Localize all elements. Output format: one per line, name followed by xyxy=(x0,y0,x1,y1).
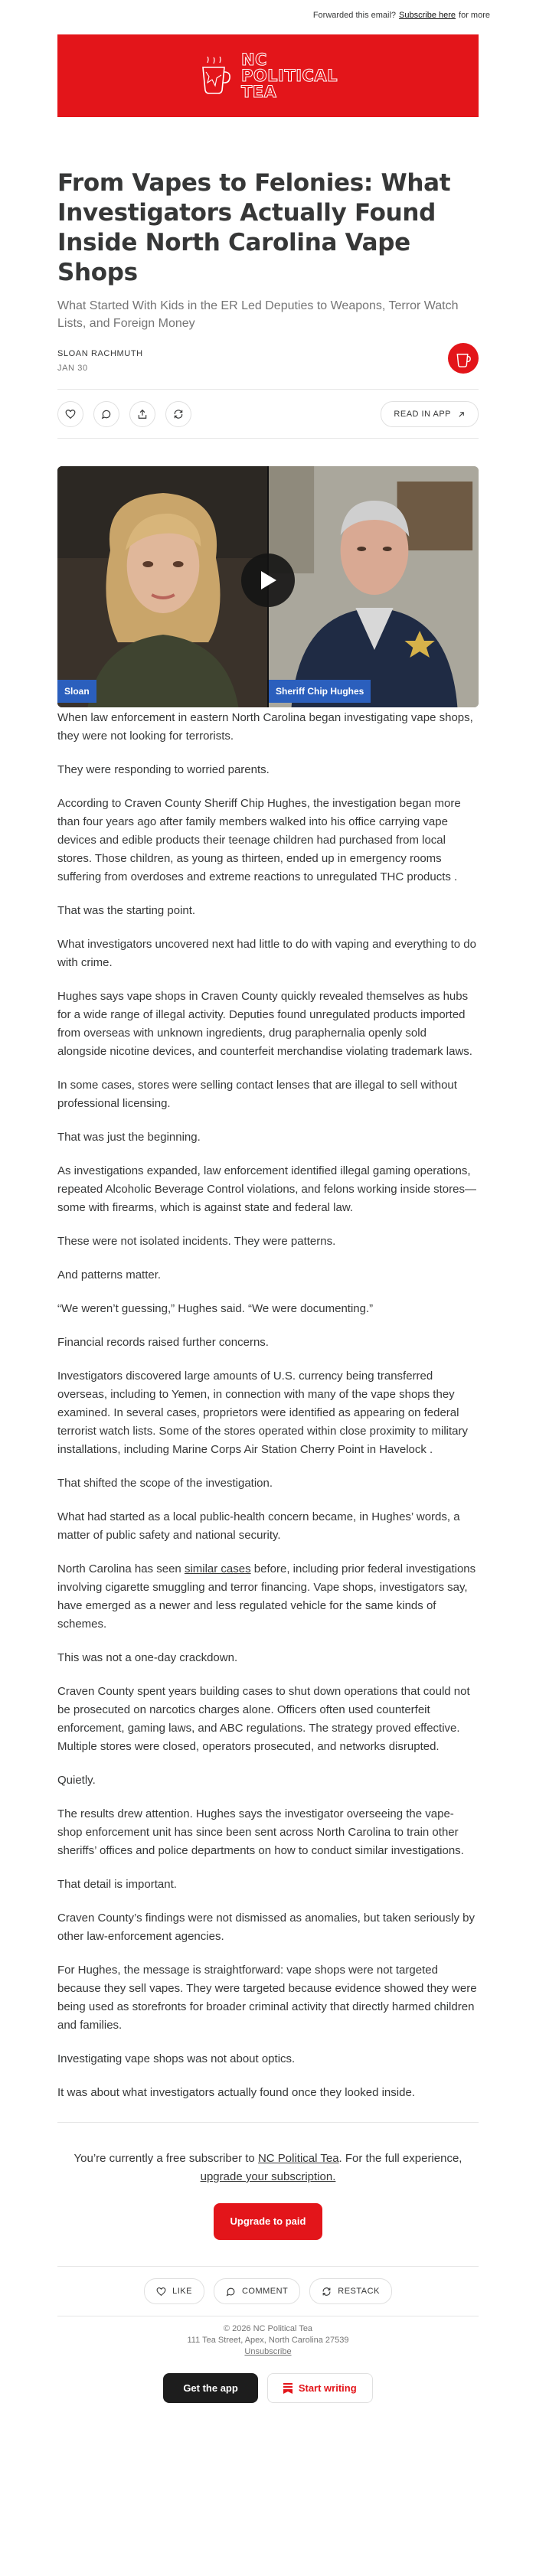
similar-cases-link[interactable]: similar cases xyxy=(184,1562,251,1575)
footer-comment-button[interactable] xyxy=(214,2278,300,2304)
author-avatar[interactable] xyxy=(448,343,479,374)
paragraph: Craven County’s findings were not dismissed as anomalies, but taken seriously by other law-enforcement agencies. xyxy=(57,1912,475,1943)
footer-like-button[interactable] xyxy=(144,2278,204,2304)
paragraph: “We weren’t guessing,” Hughes said. “We were documenting.” xyxy=(57,1302,374,1315)
paragraph: What investigators uncovered next had little to do with vaping and everything to do with crime. xyxy=(57,938,476,969)
speaker-label-right: Sheriff Chip Hughes xyxy=(269,680,371,703)
paragraph: Financial records raised further concerns. xyxy=(57,1336,269,1349)
paragraph: In some cases, stores were selling contact lenses that are illegal to sell without professional licensing. xyxy=(57,1079,457,1110)
post-body xyxy=(57,709,479,2102)
read-in-app-button[interactable] xyxy=(381,401,479,427)
video-pane-left xyxy=(57,466,269,707)
paragraph: When law enforcement in eastern North Carolina began investigating vape shops, they were not looking for terrorists. xyxy=(57,711,473,743)
subscription-text: You’re currently a free subscriber to NC Political Tea. For the full experience, upgrade your subscription. xyxy=(74,2152,462,2183)
share-button[interactable] xyxy=(129,401,155,427)
paragraph: Quietly. xyxy=(57,1774,96,1787)
paragraph: They were responding to worried parents. xyxy=(57,763,270,776)
subscribe-link[interactable]: Subscribe here xyxy=(399,11,456,20)
unsubscribe-link[interactable]: Unsubscribe xyxy=(244,2347,292,2356)
read-in-app-label: READ IN APP xyxy=(394,410,451,419)
restack-icon xyxy=(173,409,184,420)
paragraph: The results drew attention. Hughes says the investigator overseeing the vape-shop enforcement unit has since been sent across North Carolina to train other sheriffs’ offices and police departments on how to conduct similar investigations. xyxy=(57,1807,464,1857)
comment-icon xyxy=(101,409,112,420)
paragraph: This was not a one-day crackdown. xyxy=(57,1651,238,1664)
heart-icon xyxy=(156,2287,166,2297)
upgrade-subscription-link[interactable]: upgrade your subscription. xyxy=(200,2170,336,2183)
comment-button[interactable] xyxy=(93,401,119,427)
speaker-label-left: Sloan xyxy=(57,680,96,703)
app-buttons xyxy=(57,2373,479,2403)
substack-logo-icon xyxy=(283,2383,293,2394)
publication-link[interactable]: NC Political Tea xyxy=(257,2152,339,2165)
restack-icon xyxy=(322,2287,332,2297)
teacup-icon xyxy=(198,57,232,95)
arrow-up-right-icon xyxy=(457,410,466,419)
speaker-portrait-image xyxy=(57,466,267,707)
for-more-text: for more xyxy=(459,11,490,20)
comment-label: COMMENT xyxy=(241,2287,289,2296)
restack-label: RESTACK xyxy=(338,2287,380,2296)
footer-restack-button[interactable] xyxy=(309,2278,392,2304)
sheriff-portrait-image xyxy=(269,466,479,707)
author-name[interactable]: SLOAN RACHMUTH xyxy=(57,349,143,358)
forward-bar xyxy=(0,0,536,31)
restack-button[interactable] xyxy=(165,401,191,427)
paragraph: These were not isolated incidents. They were patterns. xyxy=(57,1235,336,1248)
engagement-bar xyxy=(57,2266,479,2316)
paragraph: And patterns matter. xyxy=(57,1268,162,1281)
comment-icon xyxy=(226,2287,236,2297)
get-the-app-button[interactable]: Get the app xyxy=(163,2373,258,2403)
paragraph: Investigators discovered large amounts of U.S. currency being transferred overseas, including to Yemen, in connection with many of the vape shops they examined. In several cases, proprietors were identified as appearing on federal terrorist watch lists. Some of the stores operated within close proximity to military installations, including Marine Corps Air Station Cherry Point in Havelock . xyxy=(57,1370,469,1456)
paragraph: Craven County spent years building cases to shut down operations that could not be prosecuted on narcotics charges alone. Officers often used counterfeit enforcement, gaming laws, and ABC regulations. The strategy proved effective. Multiple stores were closed, operators prosecuted, and networks disrupted. xyxy=(57,1685,470,1753)
logo-wordmark: NC POLITICAL TEA xyxy=(240,50,338,101)
post-date: JAN 30 xyxy=(57,364,88,373)
start-writing-label: Start writing xyxy=(298,2382,357,2394)
post-content xyxy=(57,168,479,2403)
teacup-icon xyxy=(455,349,472,367)
paragraph: That shifted the scope of the investigation. xyxy=(57,1477,273,1490)
subscription-notice xyxy=(57,2122,479,2240)
publication-banner[interactable] xyxy=(57,34,479,117)
upgrade-to-paid-button[interactable]: Upgrade to paid xyxy=(214,2203,323,2240)
forwarded-text: Forwarded this email? xyxy=(312,11,397,20)
heart-icon xyxy=(65,409,76,420)
byline xyxy=(57,349,479,380)
publication-logo xyxy=(198,52,338,100)
paragraph: That was the starting point. xyxy=(57,904,196,917)
paragraph: For Hughes, the message is straightforward: vape shops were not targeted because they sell vapes. They were targeted because evidence showed they were being used as storefronts for broader criminal activity that directly harmed children and families. xyxy=(57,1964,477,2032)
post-action-bar xyxy=(57,389,479,439)
address-text: 111 Tea Street, Apex, North Carolina 27539 xyxy=(187,2336,349,2345)
play-icon xyxy=(258,570,278,591)
copyright-text: © 2026 NC Political Tea xyxy=(223,2324,313,2333)
start-writing-button[interactable] xyxy=(267,2373,373,2403)
video-pane-right xyxy=(269,466,479,707)
share-icon xyxy=(137,409,148,420)
paragraph: What had started as a local public-health concern became, in Hughes’ words, a matter of public safety and national security. xyxy=(57,1510,460,1542)
paragraph-with-link: North Carolina has seen similar cases before, including prior federal investigations involving cigarette smuggling and terror financing. Vape shops, investigators say, have emerged as a newer and less regulated vehicle for the same kinds of schemes. xyxy=(57,1562,476,1631)
footer-fineprint xyxy=(57,2323,479,2358)
like-label: LIKE xyxy=(172,2287,192,2296)
paragraph: That detail is important. xyxy=(57,1878,177,1891)
paragraph: As investigations expanded, law enforcement identified illegal gaming operations, repeated Alcoholic Beverage Control violations, and felons working inside stores—some with firearms, which is against state and federal law. xyxy=(57,1164,476,1214)
post-subtitle: What Started With Kids in the ER Led Deputies to Weapons, Terror Watch Lists, and Foreign Money xyxy=(57,299,459,330)
paragraph: That was just the beginning. xyxy=(57,1131,201,1144)
video-player[interactable] xyxy=(57,466,479,707)
paragraph: It was about what investigators actually found once they looked inside. xyxy=(57,2086,415,2099)
post-title[interactable]: From Vapes to Felonies: What Investigators Actually Found Inside North Carolina Vape Shops xyxy=(57,169,451,286)
play-button[interactable] xyxy=(241,553,295,607)
paragraph: According to Craven County Sheriff Chip Hughes, the investigation began more than four years ago after family members walked into his office carrying vape devices and edible products their teenage children had purchased from local stores. Those children, as young as thirteen, ended up in emergency rooms suffering from overdoses and extreme reactions to unregulated THC products . xyxy=(57,797,461,883)
paragraph: Hughes says vape shops in Craven County quickly revealed themselves as hubs for a wide range of illegal activity. Deputies found unregulated products imported from overseas with unknown ingredients, drug paraphernalia openly sold alongside nicotine devices, and counterfeit merchandise violating trademark laws. xyxy=(57,990,472,1058)
paragraph: Investigating vape shops was not about optics. xyxy=(57,2052,296,2065)
like-button[interactable] xyxy=(57,401,83,427)
